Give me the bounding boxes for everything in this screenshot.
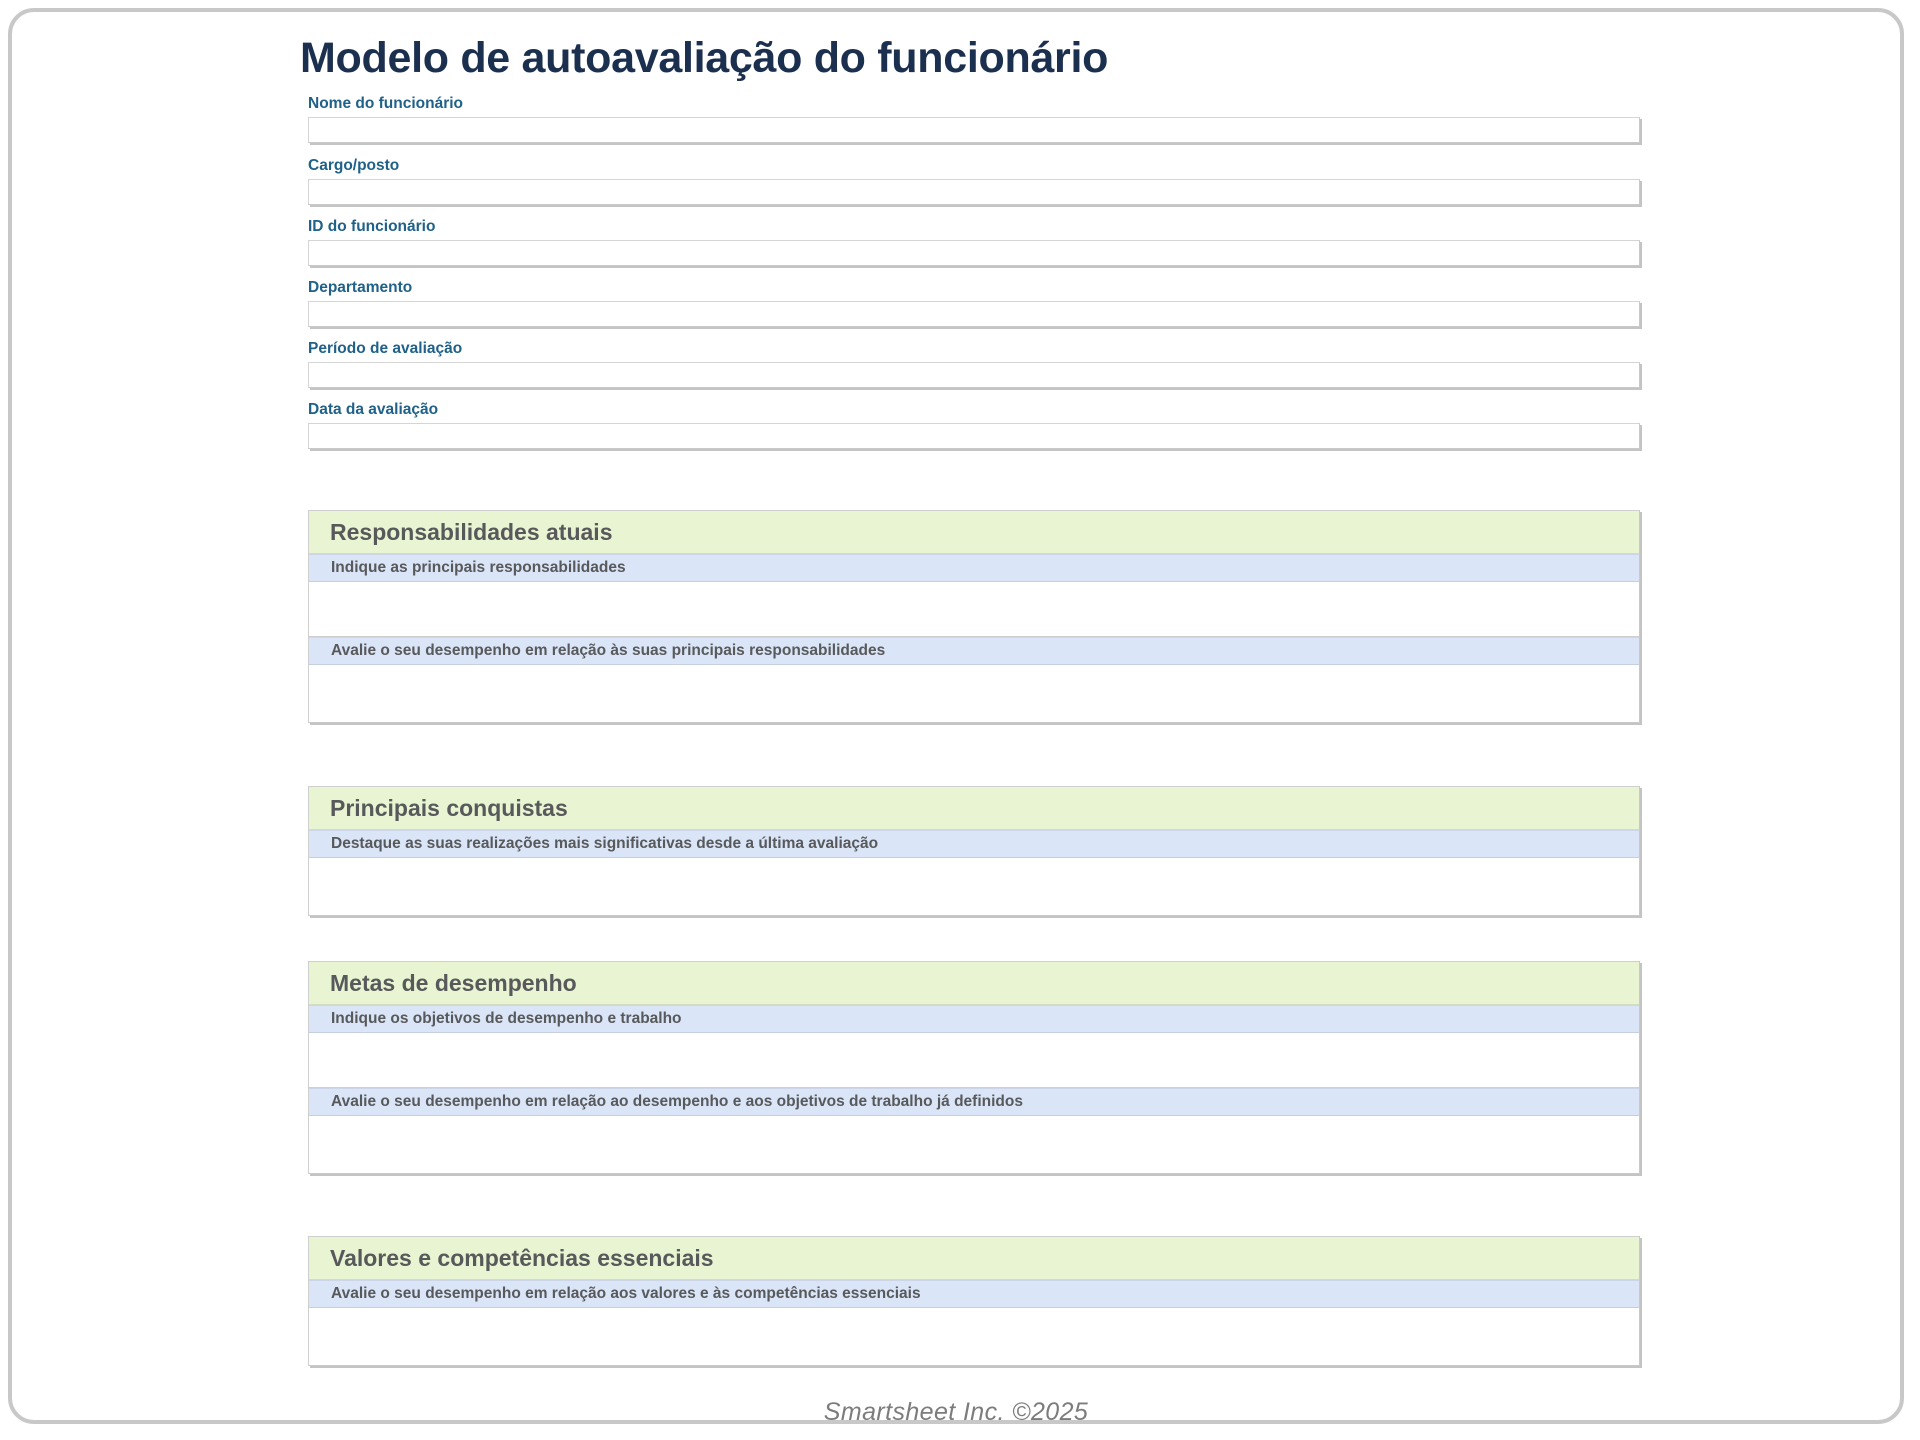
prompt-bar bbox=[309, 1280, 1639, 1308]
answer-field-avaliacao-objetivos[interactable] bbox=[309, 1116, 1639, 1174]
section-responsabilidades-atuais bbox=[308, 510, 1640, 723]
field-label: Cargo/posto bbox=[308, 157, 400, 174]
input-id-do-funcionario[interactable] bbox=[308, 240, 1640, 266]
answer-field-principais-responsabilidades[interactable] bbox=[309, 582, 1639, 637]
answer-field-valores-competencias[interactable] bbox=[309, 1308, 1639, 1366]
field-label: ID do funcionário bbox=[308, 218, 436, 235]
field-label: Período de avaliação bbox=[308, 340, 463, 357]
input-departamento[interactable] bbox=[308, 301, 1640, 327]
employee-info-form bbox=[308, 94, 1640, 461]
prompt-bar bbox=[309, 637, 1639, 665]
section-metas-de-desempenho bbox=[308, 961, 1640, 1174]
prompt-label: Avalie o seu desempenho em relação às suas principais responsabilidades bbox=[331, 642, 886, 659]
section-header-label: Valores e competências essenciais bbox=[330, 1244, 714, 1271]
field-label: Nome do funcionário bbox=[308, 95, 463, 112]
input-nome-do-funcionario[interactable] bbox=[308, 117, 1640, 143]
answer-field-objetivos-desempenho[interactable] bbox=[309, 1033, 1639, 1088]
footer-copyright: Smartsheet Inc. ©2025 bbox=[823, 1398, 1089, 1426]
prompt-label: Avalie o seu desempenho em relação ao desempenho e aos objetivos de trabalho já definidos bbox=[331, 1093, 1023, 1110]
section-header bbox=[309, 1236, 1639, 1280]
document-page bbox=[8, 8, 1904, 1424]
field-label: Departamento bbox=[308, 279, 413, 296]
field-departamento bbox=[308, 278, 1640, 327]
prompt-label: Indique os objetivos de desempenho e trabalho bbox=[331, 1010, 682, 1027]
prompt-label: Avalie o seu desempenho em relação aos valores e às competências essenciais bbox=[331, 1285, 921, 1302]
section-header-label: Responsabilidades atuais bbox=[330, 518, 613, 545]
input-periodo-de-avaliacao[interactable] bbox=[308, 362, 1640, 388]
field-periodo-de-avaliacao bbox=[308, 339, 1640, 388]
section-header bbox=[309, 786, 1639, 830]
section-valores-competencias-essenciais bbox=[308, 1236, 1640, 1366]
answer-field-avaliacao-responsabilidades[interactable] bbox=[309, 665, 1639, 723]
field-cargo-posto bbox=[308, 156, 1640, 205]
field-id-do-funcionario bbox=[308, 217, 1640, 266]
prompt-label: Destaque as suas realizações mais significativas desde a última avaliação bbox=[331, 835, 879, 852]
prompt-bar bbox=[309, 554, 1639, 582]
field-nome-do-funcionario bbox=[308, 94, 1640, 143]
section-principais-conquistas bbox=[308, 786, 1640, 916]
prompt-bar bbox=[309, 830, 1639, 858]
field-label: Data da avaliação bbox=[308, 401, 439, 418]
prompt-label: Indique as principais responsabilidades bbox=[331, 559, 626, 576]
field-data-da-avaliacao bbox=[308, 400, 1640, 449]
answer-field-realizacoes-significativas[interactable] bbox=[309, 858, 1639, 916]
section-header-label: Metas de desempenho bbox=[330, 969, 577, 996]
page-title: Modelo de autoavaliação do funcionário bbox=[300, 34, 1109, 82]
section-header-label: Principais conquistas bbox=[330, 794, 568, 821]
prompt-bar bbox=[309, 1088, 1639, 1116]
document-sheet bbox=[12, 12, 1900, 1426]
section-header bbox=[309, 961, 1639, 1005]
input-data-da-avaliacao[interactable] bbox=[308, 423, 1640, 449]
section-header bbox=[309, 510, 1639, 554]
input-cargo-posto[interactable] bbox=[308, 179, 1640, 205]
prompt-bar bbox=[309, 1005, 1639, 1033]
